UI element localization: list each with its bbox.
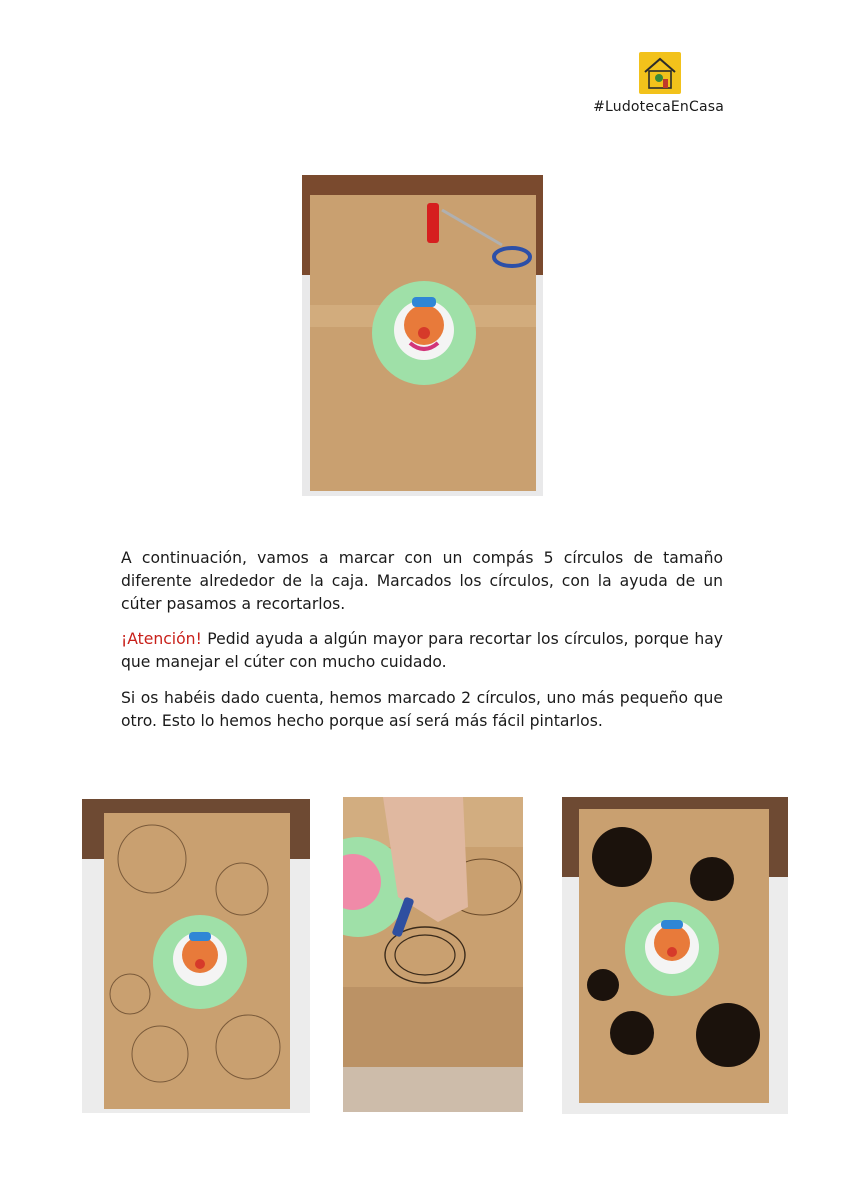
photo-box-with-clown — [302, 175, 543, 496]
paragraph-marking-circles: A continuación, vamos a marcar con un compás 5 círculos de tamaño diferente alrededor de la caja. Marcados los círculos, con la ayuda de un cúter pasamos a recortarlos. — [121, 549, 723, 613]
ludoteca-logo-icon — [639, 52, 681, 94]
attention-label: ¡Atención! — [121, 630, 202, 649]
hashtag-label: #LudotecaEnCasa — [593, 99, 724, 115]
photo-circles-marked — [82, 799, 310, 1113]
paragraph-attention — [121, 628, 723, 674]
paragraph-two-circles: Si os habéis dado cuenta, hemos marcado 2 círculos, uno más pequeño que otro. Esto lo hemos hecho porque así será más fácil pintarlos. — [121, 688, 723, 730]
photo-circles-cut-out — [562, 797, 788, 1114]
photo-marking-with-compass — [343, 797, 523, 1112]
attention-text: Pedid ayuda a algún mayor para recortar los círculos, porque hay que manejar el cúter con mucho cuidado. — [121, 630, 723, 672]
instructions-text — [121, 547, 723, 746]
